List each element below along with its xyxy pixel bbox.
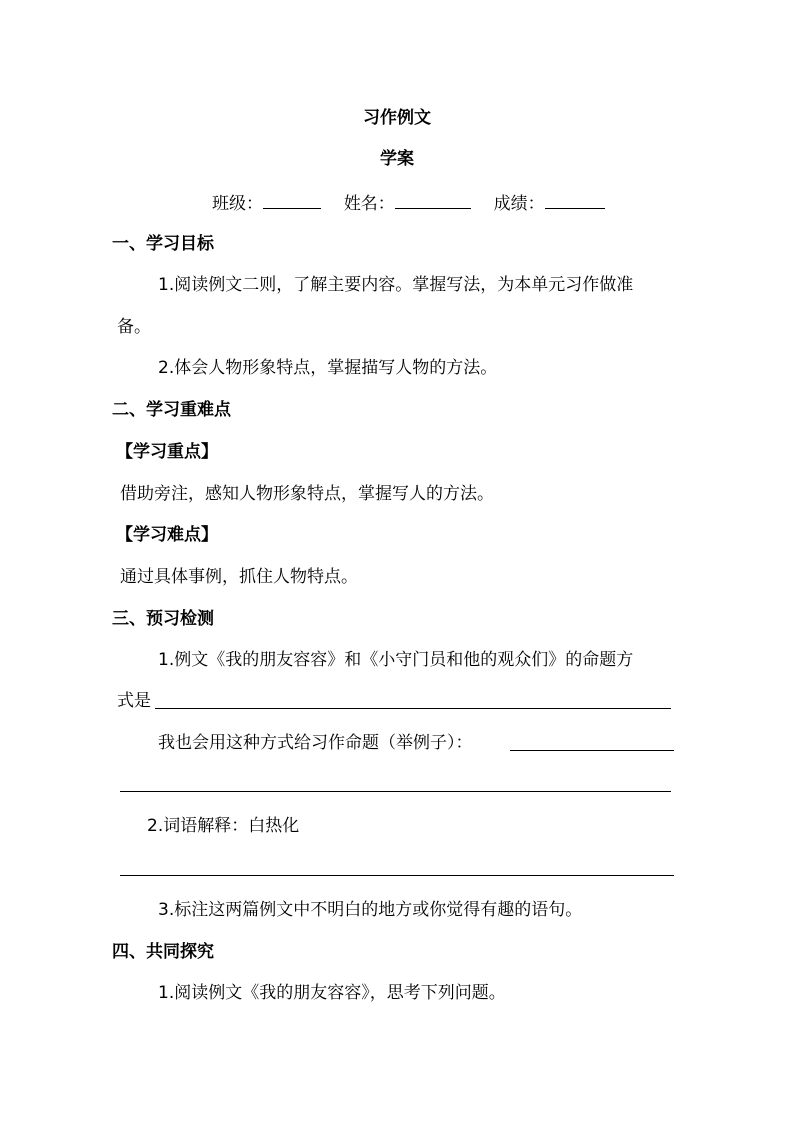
answer-line-q1-extra[interactable] [120,791,671,792]
explore-q1: 1.阅读例文《我的朋友容容》，思考下列问题。 [158,983,506,1003]
goal-1-line-2: 备。 [117,317,151,337]
class-blank[interactable] [263,190,321,209]
key-point-label: 【学习重点】 [116,442,218,462]
answer-line-q1[interactable] [155,708,671,709]
answer-line-q2[interactable] [120,875,674,876]
name-label: 姓名： [343,194,395,214]
difficulty-text: 通过具体事例，抓住人物特点。 [120,567,358,587]
preview-q1-line-2: 式是 [117,691,151,711]
answer-line-q1-example[interactable] [510,750,674,751]
student-info-row [212,190,605,216]
section-heading-preview: 三、预习检测 [112,609,214,629]
page-title: 习作例文 [363,108,431,128]
preview-q2: 2.词语解释：白热化 [147,816,300,836]
page-subtitle: 学案 [380,149,414,169]
difficulty-label: 【学习难点】 [116,525,218,545]
goal-2: 2.体会人物形象特点，掌握描写人物的方法。 [158,358,498,378]
preview-q1-line-1: 1.例文《我的朋友容容》和《小守门员和他的观众们》的命题方 [158,650,634,670]
score-blank[interactable] [545,190,605,209]
name-blank[interactable] [395,190,471,209]
preview-q1-line-3: 我也会用这种方式给习作命题（举例子）： [158,733,473,753]
key-point-text: 借助旁注，感知人物形象特点，掌握写人的方法。 [120,484,494,504]
goal-1-line-1: 1.阅读例文二则，了解主要内容。掌握写法，为本单元习作做准 [158,275,634,295]
section-heading-explore: 四、共同探究 [112,942,214,962]
section-heading-key-points: 二、学习重难点 [112,400,231,420]
section-heading-goals: 一、学习目标 [112,234,214,254]
score-label: 成绩： [493,194,545,214]
preview-q3: 3.标注这两篇例文中不明白的地方或你觉得有趣的语句。 [158,900,583,920]
class-label: 班级： [212,194,263,214]
